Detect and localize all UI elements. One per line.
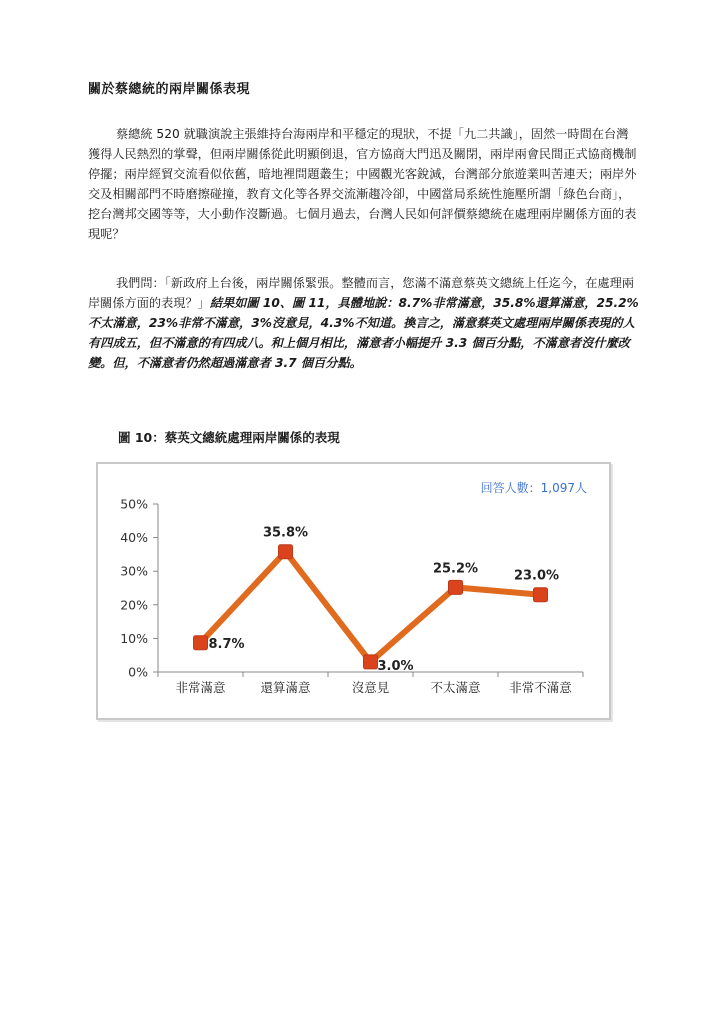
x-tick-label: 非常滿意 [175, 680, 226, 695]
data-point-marker [279, 545, 293, 559]
x-tick-label: 還算滿意 [260, 680, 311, 695]
paragraph-2 [88, 273, 640, 373]
y-tick-label: 10% [120, 630, 148, 646]
paragraph-1: 蔡總統 520 就職演說主張維持台海兩岸和平穩定的現狀，不提「九二共識」，固然一時間在台灣獲得人民熱烈的掌聲，但兩岸關係從此明顯倒退，官方協商大門迅及關閉，兩岸兩會民間正式協商機制停擺；兩岸經貿交流看似依舊，暗地裡問題叢生；中國觀光客銳減，台灣部分旅遊業叫苦連天；兩岸外交及相關部門不時磨擦碰撞，教育文化等各界交流漸趨冷卻，中國當局系統性施壓所謂「綠色台商」，挖台灣邦交國等等，大小動作沒斷過。七個月過去，台灣人民如何評價蔡總統在處理兩岸關係方面的表現呢？ [88, 127, 637, 241]
line-chart [98, 464, 609, 718]
x-tick-label: 沒意見 [351, 680, 390, 695]
data-point-marker [364, 655, 378, 669]
y-tick-label: 40% [120, 530, 148, 546]
data-label: 23.0% [513, 568, 560, 584]
y-tick-label: 50% [120, 496, 148, 512]
data-label: 25.2% [432, 561, 479, 577]
series-line [201, 552, 541, 662]
data-point-marker [194, 636, 208, 650]
paragraph-2-text: 我們問：「新政府上台後，兩岸關係緊張。整體而言，您滿不滿意蔡英文總統上任迄今，在處理兩岸關係方面的表現？」 [88, 276, 634, 310]
y-tick-label: 0% [128, 664, 148, 680]
data-label: 8.7% [208, 636, 245, 652]
data-point-marker [534, 588, 548, 602]
x-tick-label: 非常不滿意 [509, 680, 572, 695]
respondents-annotation: 回答人數：1,097人 [480, 481, 587, 495]
data-label: 3.0% [377, 658, 414, 674]
section-heading: 關於蔡總統的兩岸關係表現 [88, 82, 251, 97]
chart-frame [96, 462, 611, 720]
x-tick-label: 不太滿意 [430, 680, 481, 695]
data-point-marker [449, 580, 463, 594]
figure-title: 圖 10：蔡英文總統處理兩岸關係的表現 [118, 430, 340, 445]
y-tick-label: 20% [120, 597, 148, 613]
y-tick-label: 30% [120, 563, 148, 579]
data-label: 35.8% [262, 525, 309, 541]
paragraph-2-results: 結果如圖 10、圖 11，具體地說：8.7%非常滿意，35.8%還算滿意，25.2%不太滿意，23%非常不滿意，3%沒意見，4.3%不知道。換言之，滿意蔡英文處理兩岸關係表現的人有四成五，但不滿意的有四成八。和上個月相比，滿意者小幅提升 3.3 個百分點，不滿意者沒什麼改變。但，不滿意者仍然超過滿意者 3.7 個百分點。 [88, 296, 639, 370]
